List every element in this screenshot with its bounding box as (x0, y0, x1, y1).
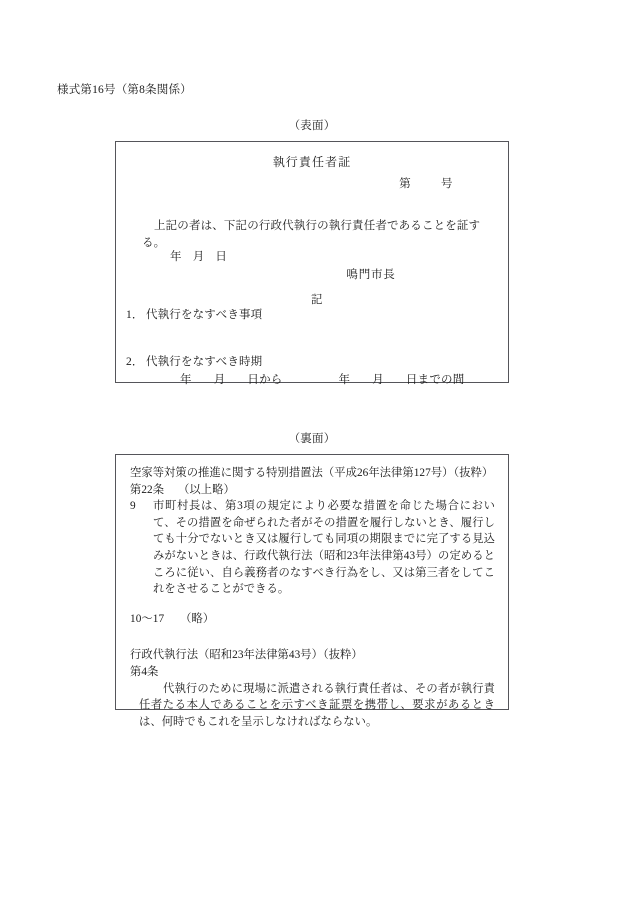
law2-block (130, 647, 495, 730)
law1-omitted-line (130, 611, 495, 628)
front-side-caption: （表面） (288, 120, 336, 132)
item-2-label: 代執行をなすべき時期 (146, 356, 263, 368)
certificate-number-label: 第 (399, 178, 411, 190)
certificate-statement: 上記の者は、下記の行政代執行の執行責任者であることを証する。 (142, 220, 481, 250)
law2-heading: 行政代執行法（昭和23年法律第43号）（抜粋） (130, 649, 363, 662)
certificate-issuer-line (116, 266, 508, 282)
item-1-index: 1． (126, 309, 144, 321)
law2-article-number: 第4条 (130, 665, 159, 678)
law1-paragraph-9-number: 9 (130, 500, 136, 513)
certificate-number-unit: 号 (441, 178, 453, 190)
law1-paragraph-9-body: 市町村長は、第3項の規定により必要な措置を命じた場合において、その措置を命ぜられた者がその措置を履行しないとき、履行しても十分でないとき又は履行しても同項の期限までに完了する見込みがないときは、行政代執行法（昭和23年法律第43号）の定めるところに従い、自ら義務者のなすべき行為をし、又は第三者をしてこれをさせることができる。 (153, 500, 495, 596)
law1-article-number: 第22条 (130, 483, 165, 496)
certificate-date-line (170, 248, 227, 264)
certificate-front-content (116, 142, 508, 386)
date-year-label: 年 (170, 251, 182, 263)
period-from-month: 月 (213, 374, 226, 386)
kiji-marker: 記 (310, 294, 324, 306)
issuer-name: 鳴門市長 (346, 269, 396, 281)
certificate-number-line (116, 175, 508, 191)
certificate-item-1 (126, 306, 262, 322)
law1-article-note: （以上略） (178, 483, 235, 496)
law1-heading: 空家等対策の推進に関する特別措置法（平成26年法律第127号）（抜粋） (130, 467, 494, 479)
certificate-front-box (115, 141, 509, 386)
certificate-back-box (115, 454, 509, 728)
period-to-month: 月 (372, 374, 384, 386)
period-to-day: 日までの間 (405, 374, 465, 386)
item-1-label: 代執行をなすべき事項 (146, 309, 263, 321)
item-2-index: 2． (126, 356, 144, 368)
law1-paragraph-9 (130, 498, 495, 598)
certificate-period-line (180, 371, 464, 387)
kiji-marker-line (116, 291, 508, 307)
period-from-year: 年 (180, 374, 192, 386)
period-to-year: 年 (338, 374, 351, 386)
law2-article-body: 代執行のために現場に派遣される執行責任者は、その者が執行責任者たる本人であることを示すべき証票を携帯し、要求があるときは、何時でもこれを呈示しなければならない。 (139, 682, 495, 728)
law1-omitted-note: （略） (180, 612, 215, 625)
back-side-caption: （裏面） (288, 433, 336, 445)
certificate-back-content (116, 455, 508, 728)
law1-omitted-range: 10〜17 (130, 612, 165, 625)
certificate-item-2 (126, 353, 262, 369)
law1-article-line (130, 482, 495, 499)
period-from-day: 日から (247, 374, 283, 386)
date-day-label: 日 (215, 251, 228, 263)
certificate-title: 執行責任者証 (272, 155, 352, 169)
form-number-heading: 様式第16号（第8条関係） (57, 84, 192, 96)
date-month-label: 月 (192, 251, 205, 263)
